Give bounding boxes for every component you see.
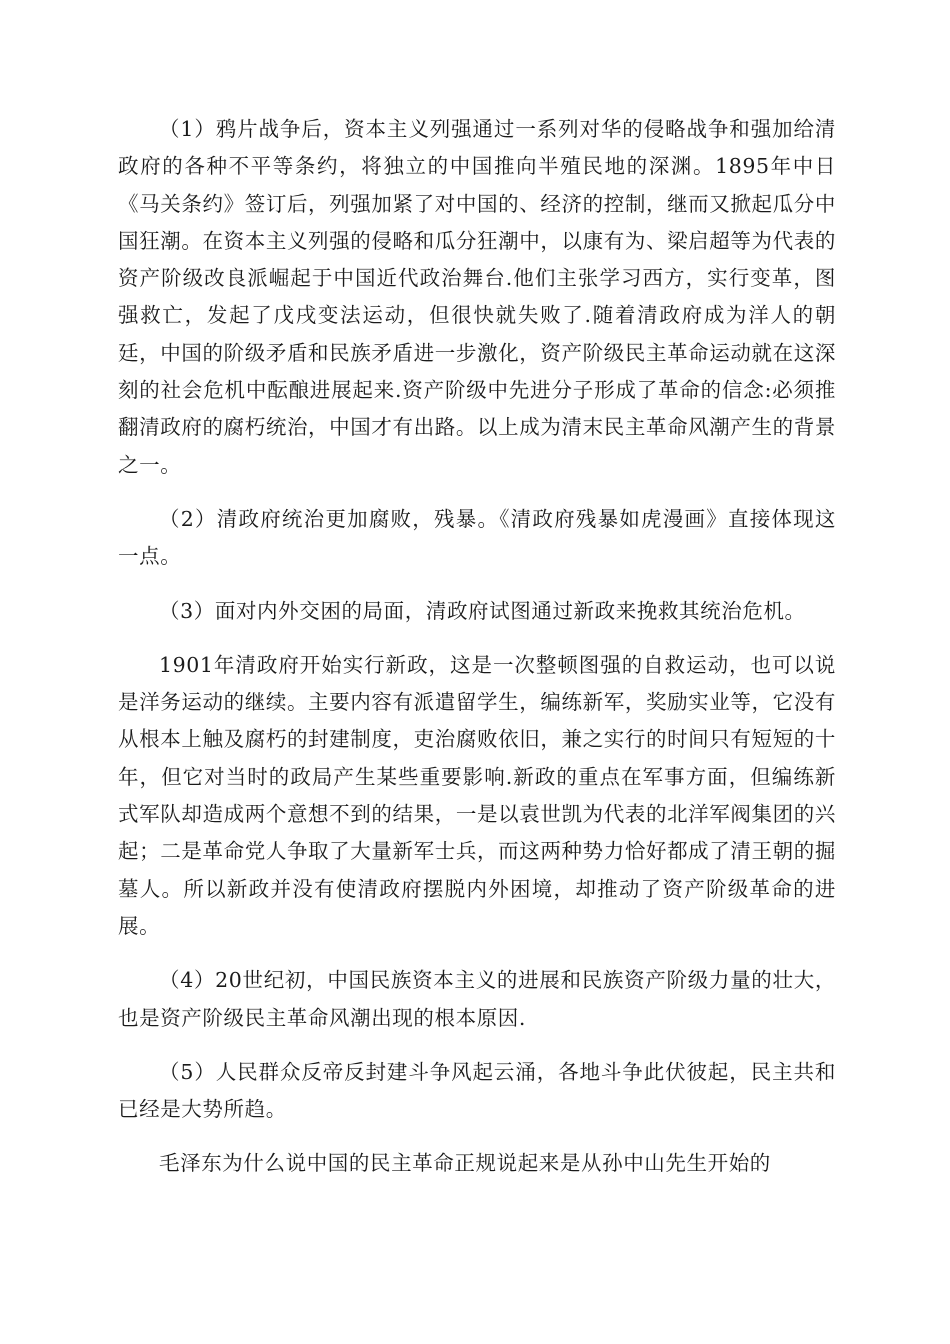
paragraph-1: （1）鸦片战争后，资本主义列强通过一系列对华的侵略战争和强加给清政府的各种不平等条约，将独立的中国推向半殖民地的深渊。1895年中日《马关条约》签订后，列强加紧了对中国的、经济的控制，继而又掀起瓜分中国狂潮。在资本主义列强的侵略和瓜分狂潮中，以康有为、梁启超等为代表的资产阶级改良派崛起于中国近代政治舞台.他们主张学习西方，实行变革，图强救亡，发起了戊戌变法运动，但很快就失败了.随着清政府成为洋人的朝廷，中国的阶级矛盾和民族矛盾进一步激化，资产阶级民主革命运动就在这深刻的社会危机中酝酿进展起来.资产阶级中先进分子形成了革命的信念:必须推翻清政府的腐朽统治，中国才有出路。以上成为清末民主革命风潮产生的背景之一。 — [118, 117, 836, 477]
paragraph-5: （4）20世纪初，中国民族资本主义的进展和民族资产阶级力量的壮大，也是资产阶级民主革命风潮出现的根本原因. — [118, 968, 836, 1030]
paragraph-4: 1901年清政府开始实行新政，这是一次整顿图强的自救运动，也可以说是洋务运动的继续。主要内容有派遣留学生，编练新军，奖励实业等，它没有从根本上触及腐朽的封建制度，吏治腐败依旧，兼之实行的时间只有短短的十年，但它对当时的政局产生某些重要影响.新政的重点在军事方面，但编练新式军队却造成两个意想不到的结果，一是以袁世凯为代表的北洋军阀集团的兴起；二是革命党人争取了大量新军士兵，而这两种势力恰好都成了清王朝的掘墓人。所以新政并没有使清政府摆脱内外困境，却推动了资产阶级革命的进展。 — [118, 652, 836, 938]
paragraph-6: （5）人民群众反帝反封建斗争风起云涌，各地斗争此伏彼起，民主共和已经是大势所趋。 — [118, 1059, 836, 1122]
document-body — [118, 111, 836, 1200]
paragraph-2: （2）清政府统治更加腐败，残暴。《清政府残暴如虎漫画》直接体现这一点。 — [118, 506, 836, 569]
paragraph-7: 毛泽东为什么说中国的民主革命正规说起来是从孙中山先生开始的 — [159, 1151, 771, 1176]
paragraph-3: （3）面对内外交困的局面，清政府试图通过新政来挽救其统治危机。 — [159, 598, 806, 623]
